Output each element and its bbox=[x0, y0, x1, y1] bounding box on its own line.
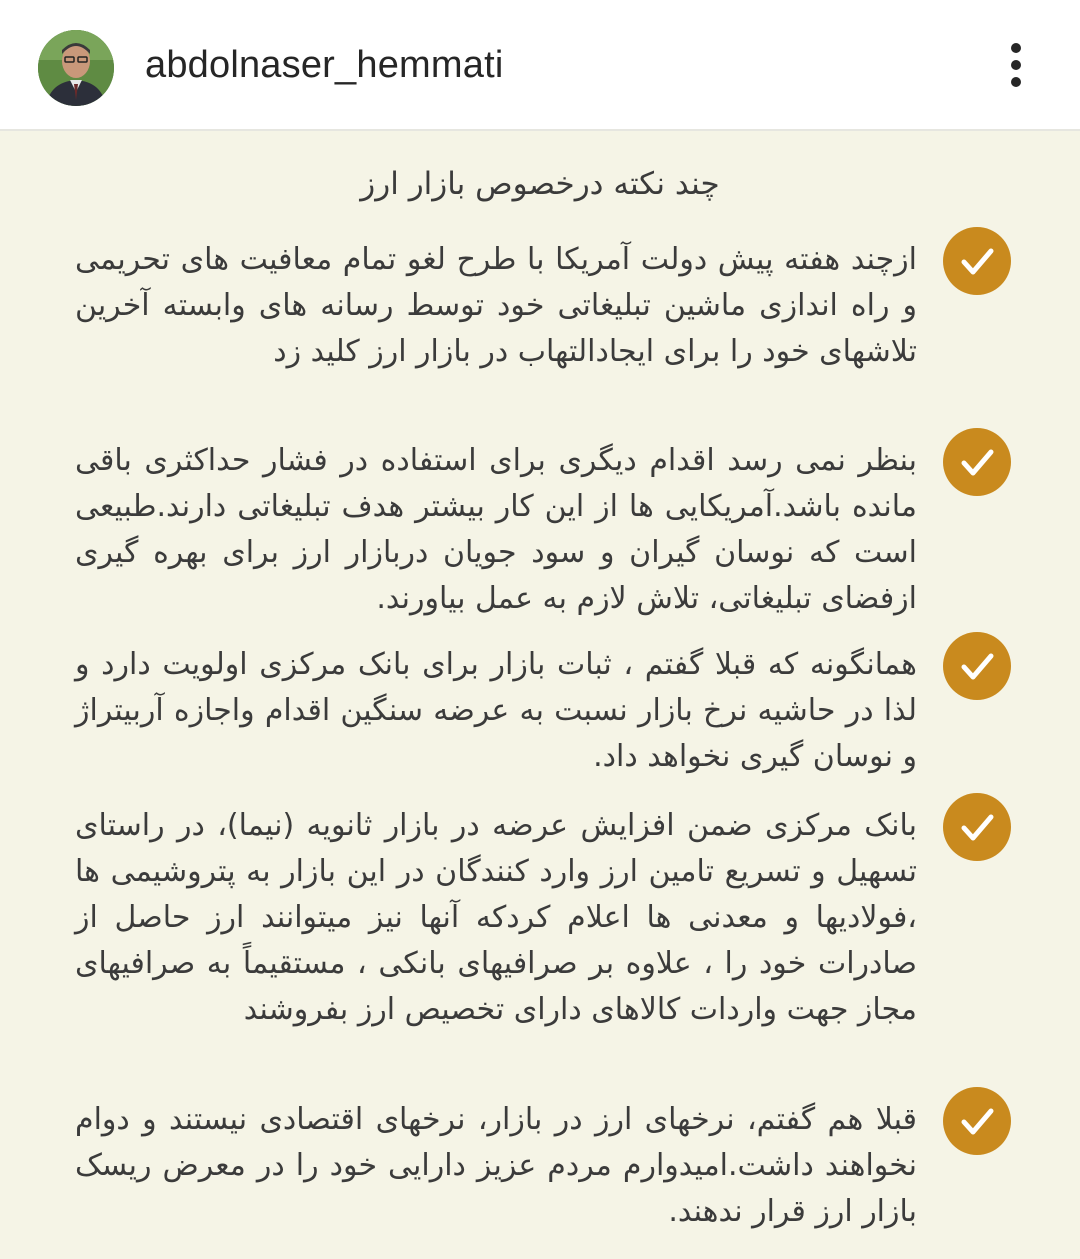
check-badge bbox=[943, 227, 1011, 295]
avatar[interactable] bbox=[38, 30, 114, 106]
username[interactable]: abdolnaser_hemmati bbox=[145, 44, 504, 86]
more-vertical-icon bbox=[996, 40, 1036, 90]
check-badge bbox=[943, 632, 1011, 700]
check-icon bbox=[943, 227, 1011, 295]
post-header bbox=[0, 0, 1080, 131]
list-item-text: ازچند هفته پیش دولت آمریکا با طرح لغو تمام معافیت های تحریمی و راه اندازی ماشین تبلیغاتی خود توسط رسانه های وابسته آخرین تلاشهای خود را برای ایجادالتهاب در بازار ارز کلید زد bbox=[75, 242, 917, 369]
list-item-text: قبلا هم گفتم، نرخهای ارز در بازار، نرخهای اقتصادی نیستند و دوام نخواهند داشت.امیدوارم مردم عزیز دارایی خود را در معرض ریسک بازار ارز قرار ندهند. bbox=[75, 1102, 917, 1229]
check-badge bbox=[943, 428, 1011, 496]
check-badge bbox=[943, 793, 1011, 861]
list-item-text: بنظر نمی رسد اقدام دیگری برای استفاده در فشار حداکثری باقی مانده باشد.آمریکایی ها از این کار بیشتر هدف تبلیغاتی دارند.طبیعی است که نوسان گیران و سود جویان دربازار ارز برای بهره گیری ازفضای تبلیغاتی، تلاش لازم به عمل بیاورند. bbox=[75, 443, 917, 616]
check-icon bbox=[943, 428, 1011, 496]
list-item-text: بانک مرکزی ضمن افزایش عرضه در بازار ثانویه (نیما)، در راستای تسهیل و تسریع تامین ارز وارد کنندگان در این بازار به پتروشیمی ها ،فولادیها و معدنی ها اعلام کردکه آنها نیز میتوانند ارز حاصل از صادرات خود را ، علاوه بر صرافیهای بانکی ، مستقیماً به صرافیهای مجاز جهت واردات کالاهای دارای تخصیص ارز بفروشند bbox=[75, 808, 917, 1027]
profile-photo-icon bbox=[38, 30, 114, 106]
check-icon bbox=[943, 1087, 1011, 1155]
post-title: چند نکته درخصوص بازار ارز bbox=[360, 166, 720, 202]
check-icon bbox=[943, 632, 1011, 700]
check-icon bbox=[943, 793, 1011, 861]
list-item-text: همانگونه که قبلا گفتم ، ثبات بازار برای بانک مرکزی اولویت دارد و لذا در حاشیه نرخ بازار نسبت به عرضه سنگین اقدام واجازه آربیتراژ و نوسان گیری نخواهد داد. bbox=[75, 647, 917, 774]
check-badge bbox=[943, 1087, 1011, 1155]
more-options-button[interactable] bbox=[996, 40, 1036, 90]
